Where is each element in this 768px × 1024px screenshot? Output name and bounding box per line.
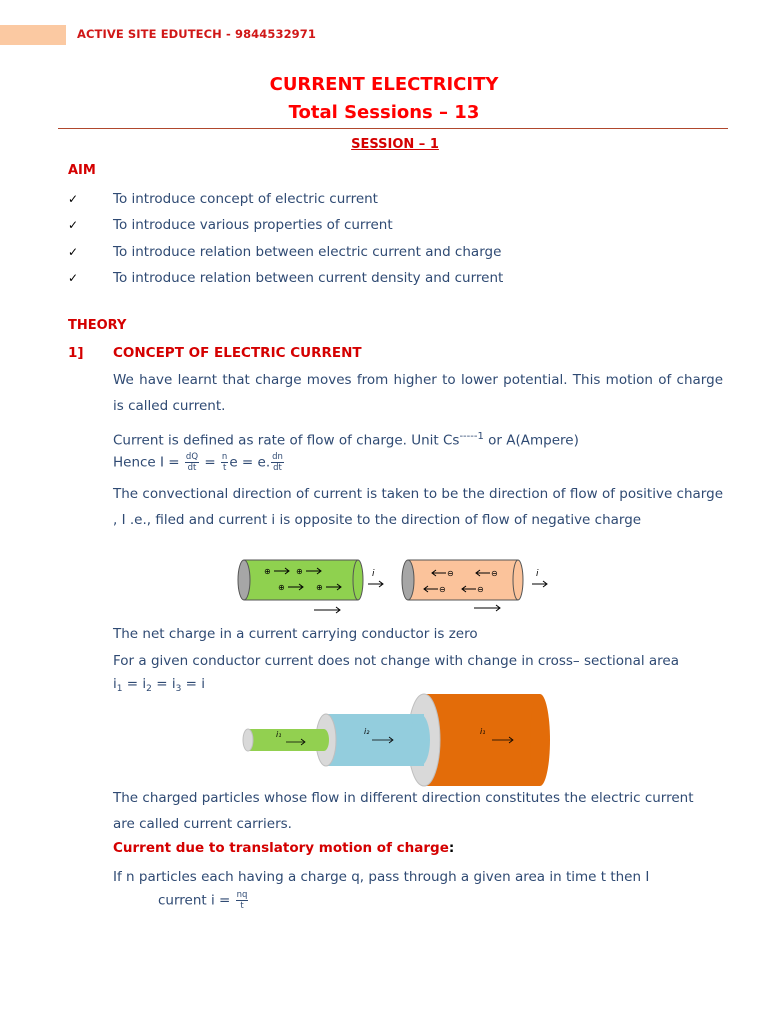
aim-heading: AIM bbox=[68, 163, 96, 178]
aim-item-text: To introduce relation between current density and current bbox=[113, 270, 504, 287]
stepped-conductor-diagram bbox=[240, 690, 552, 790]
aim-item-text: To introduce concept of electric current bbox=[113, 191, 378, 208]
negative-conductor bbox=[402, 560, 523, 600]
section-title: CONCEPT OF ELECTRIC CURRENT bbox=[113, 345, 362, 361]
session-heading: SESSION – 1 bbox=[351, 137, 439, 152]
formula-hence: Hence I = bbox=[113, 454, 180, 471]
checkmark-icon: ✓ bbox=[68, 271, 79, 286]
theory-heading: THEORY bbox=[68, 318, 127, 333]
aim-item-text: To introduce various properties of current bbox=[113, 217, 393, 234]
list-item bbox=[68, 265, 503, 291]
unit-exponent: -----1 bbox=[459, 431, 484, 442]
positive-conductor bbox=[238, 560, 363, 600]
fraction-dn-dt bbox=[271, 452, 284, 473]
fraction-n-t bbox=[221, 452, 228, 473]
heading-colon: : bbox=[448, 840, 455, 856]
header-accent-bar bbox=[0, 25, 66, 45]
list-item bbox=[68, 212, 503, 238]
current-symbol: i bbox=[171, 676, 176, 692]
paragraph-cross-section: For a given conductor current does not change with change in cross– sectional area bbox=[113, 653, 680, 669]
svg-text:⊕: ⊕ bbox=[296, 567, 303, 576]
fraction-nq-t bbox=[236, 890, 249, 911]
svg-text:⊕: ⊕ bbox=[316, 583, 323, 592]
page-subtitle: Total Sessions – 13 bbox=[288, 102, 480, 123]
current-label-left: i bbox=[372, 569, 375, 579]
equals-sign: = bbox=[122, 676, 143, 692]
svg-text:⊖: ⊖ bbox=[439, 585, 446, 594]
current-label-right: i bbox=[536, 569, 539, 579]
aim-item-text: To introduce relation between electric current and charge bbox=[113, 243, 502, 260]
current-symbol: i bbox=[142, 676, 147, 692]
formula-e-term: e = e. bbox=[229, 454, 271, 471]
aim-list bbox=[68, 186, 503, 291]
equals-sign: = bbox=[181, 676, 202, 692]
subscript: 1 bbox=[116, 684, 123, 694]
checkmark-icon: ✓ bbox=[68, 244, 79, 259]
fraction-numerator: dQ bbox=[185, 452, 199, 462]
fraction-denominator: t bbox=[222, 463, 227, 473]
paragraph-direction: The convectional direction of current is taken to be the direction of flow of positive charge , I .e., filed and current i is opposite to the direction of flow of negative charge bbox=[113, 486, 723, 528]
definition-suffix: or A(Ampere) bbox=[483, 432, 579, 449]
translatory-heading bbox=[113, 840, 454, 856]
conductor-charge-diagram bbox=[236, 556, 556, 618]
paragraph-motion: We have learnt that charge moves from higher to lower potential. This motion of charge is called current. bbox=[113, 372, 723, 414]
currents-equality bbox=[113, 676, 205, 694]
checkmark-icon: ✓ bbox=[68, 192, 79, 207]
fraction-denominator: dt bbox=[273, 463, 282, 473]
list-item bbox=[68, 239, 503, 265]
equals-sign: = bbox=[151, 676, 172, 692]
section-number: 1] bbox=[68, 345, 84, 361]
small-section bbox=[243, 729, 329, 751]
svg-text:⊖: ⊖ bbox=[477, 585, 484, 594]
current-label-large: i₁ bbox=[480, 727, 486, 736]
definition-text: Current is defined as rate of flow of charge. Unit Cs bbox=[113, 432, 460, 449]
current-symbol: i bbox=[113, 676, 117, 692]
header-text: ACTIVE SITE EDUTECH - 9844532971 bbox=[77, 27, 316, 41]
list-item bbox=[68, 186, 503, 212]
current-symbol: i bbox=[201, 676, 205, 692]
fraction-dq-dt bbox=[185, 452, 199, 473]
svg-text:⊕: ⊕ bbox=[278, 583, 285, 592]
svg-text:⊖: ⊖ bbox=[447, 569, 454, 578]
mid-section bbox=[316, 714, 430, 766]
subscript: 3 bbox=[175, 684, 182, 694]
fraction-denominator: t bbox=[240, 901, 244, 911]
checkmark-icon: ✓ bbox=[68, 218, 79, 233]
fraction-numerator: nq bbox=[236, 890, 248, 900]
current-label-small: i₁ bbox=[276, 730, 282, 739]
paragraph-definition bbox=[113, 424, 723, 454]
subscript: 2 bbox=[146, 684, 152, 694]
paragraph-net-charge: The net charge in a current carrying conductor is zero bbox=[113, 626, 478, 642]
current-nq-formula bbox=[158, 890, 249, 911]
paragraph-particles: If n particles each having a charge q, pass through a given area in time t then I bbox=[113, 869, 650, 885]
svg-text:⊖: ⊖ bbox=[491, 569, 498, 578]
fraction-numerator: dn bbox=[272, 452, 283, 462]
fraction-numerator: n bbox=[221, 452, 228, 462]
current-formula bbox=[113, 452, 285, 473]
svg-text:⊕: ⊕ bbox=[264, 567, 271, 576]
formula-prefix: current i = bbox=[158, 892, 231, 909]
page-title: CURRENT ELECTRICITY bbox=[269, 74, 499, 95]
current-label-mid: i₂ bbox=[364, 727, 370, 736]
fraction-denominator: dt bbox=[187, 463, 197, 473]
title-divider bbox=[58, 128, 728, 129]
paragraph-carriers: The charged particles whose flow in different direction constitutes the electric current are called current carriers. bbox=[113, 790, 694, 832]
formula-equals: = bbox=[204, 454, 216, 471]
translatory-heading-text: Current due to translatory motion of charge bbox=[113, 840, 449, 856]
